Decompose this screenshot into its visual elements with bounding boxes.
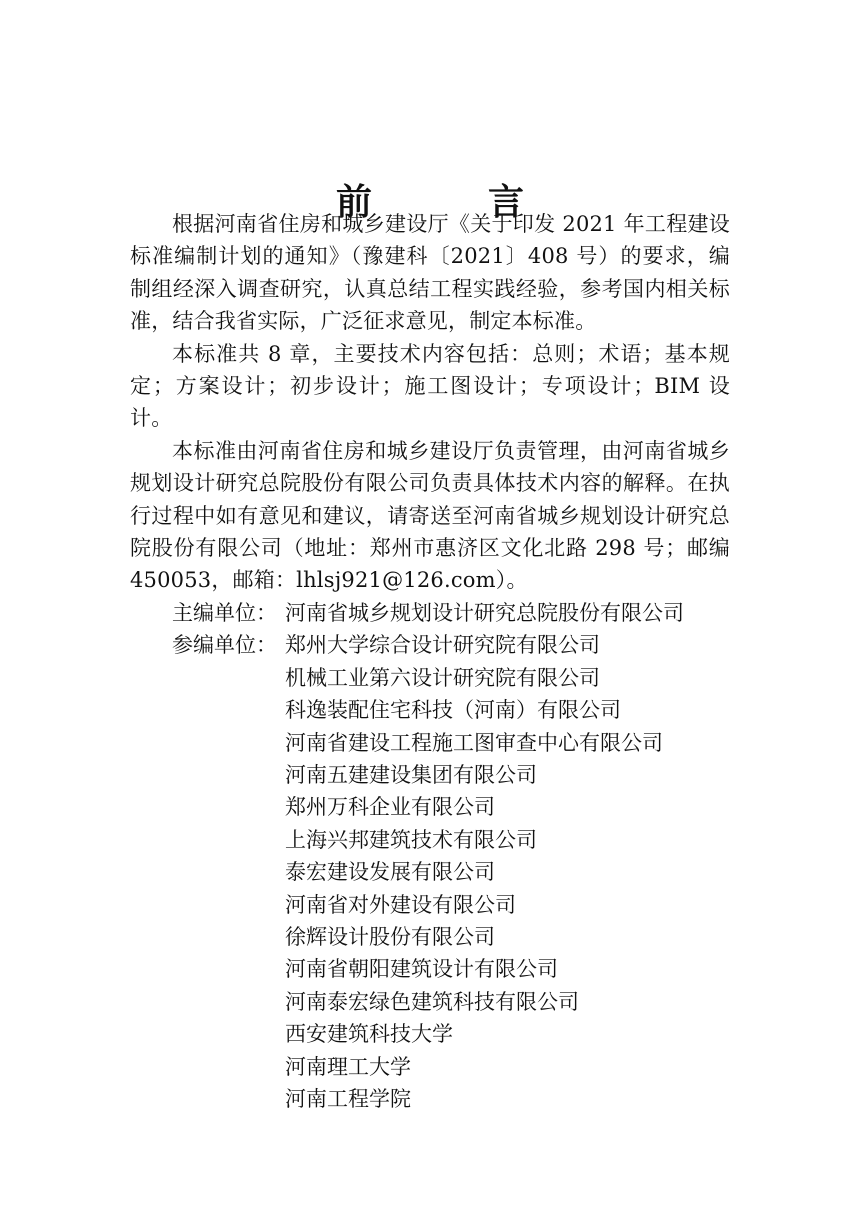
paragraph-basis: 根据河南省住房和城乡建设厅《关于印发 2021 年工程建设标准编制计划的通知》（豫建科〔2021〕408 号）的要求，编制组经深入调查研究，认真总结工程实践经验，参考国内相关标准，结合我省实际，广泛征求意见，制定本标准。 (130, 212, 730, 334)
units-section (130, 597, 730, 1116)
participating-unit-first: 郑州大学综合设计研究院有限公司 (285, 633, 600, 658)
preface-body (130, 208, 730, 1115)
chief-unit-row (130, 597, 730, 629)
list-item: 河南省朝阳建筑设计有限公司 (285, 957, 558, 982)
list-item: 科逸装配住宅科技（河南）有限公司 (285, 698, 621, 723)
page-title: 前 言 (335, 181, 564, 224)
paragraph-contents: 本标准共 8 章，主要技术内容包括：总则；术语；基本规定；方案设计；初步设计；施工图设计；专项设计；BIM 设计。 (130, 341, 730, 431)
list-item: 泰宏建设发展有限公司 (285, 860, 495, 885)
list-item: 徐辉设计股份有限公司 (285, 924, 495, 949)
list-item: 河南省对外建设有限公司 (285, 892, 516, 917)
list-item: 郑州万科企业有限公司 (285, 795, 495, 820)
participating-unit-row (130, 629, 730, 661)
list-item: 河南泰宏绿色建筑科技有限公司 (285, 989, 579, 1014)
paragraph-management: 本标准由河南省住房和城乡建设厅负责管理，由河南省城乡规划设计研究总院股份有限公司负责具体技术内容的解释。在执行过程中如有意见和建议，请寄送至河南省城乡规划设计研究总院股份有限公司（地址：郑州市惠济区文化北路 298 号；邮编 450053，邮箱：lhlsj921@126.com）。 (130, 438, 730, 593)
chief-unit-name: 河南省城乡规划设计研究总院股份有限公司 (285, 600, 684, 625)
list-item: 西安建筑科技大学 (285, 1022, 453, 1047)
participating-unit-list (130, 662, 730, 1116)
list-item: 河南理工大学 (285, 1054, 411, 1079)
list-item: 河南五建建设集团有限公司 (285, 762, 537, 787)
list-item: 上海兴邦建筑技术有限公司 (285, 827, 537, 852)
chief-unit-label: 主编单位： (172, 600, 277, 625)
list-item: 河南工程学院 (285, 1086, 411, 1111)
participating-unit-label: 参编单位： (172, 633, 277, 658)
list-item: 机械工业第六设计研究院有限公司 (285, 665, 600, 690)
list-item: 河南省建设工程施工图审查中心有限公司 (285, 730, 663, 755)
